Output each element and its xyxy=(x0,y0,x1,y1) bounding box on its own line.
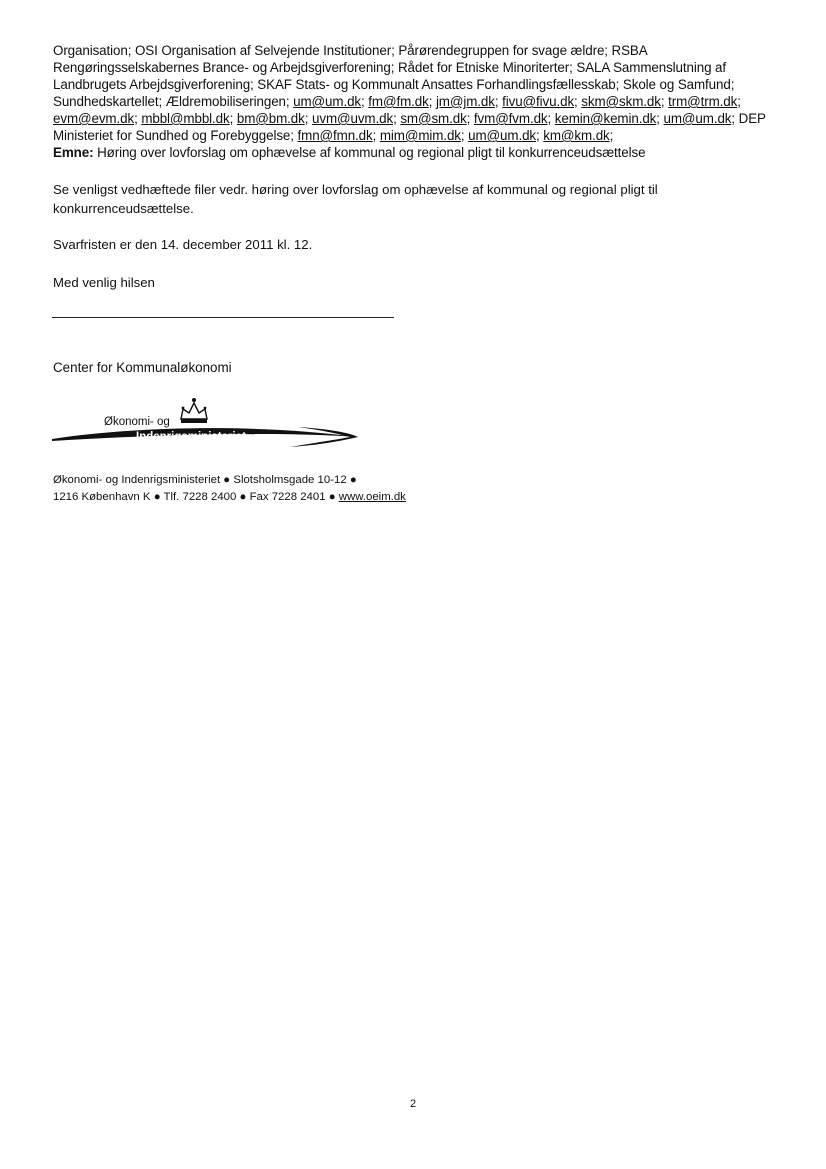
recipient-organisations: Organisation; OSI Organisation af Selvejende Institutioner; Pårørendegruppen for svage ældre; RSBA Rengøringsselskabernes Brance- og Arbejdsgiverforening; Rådet for Etniske Minoriterter; SALA Sammenslutning af Landbrugets Arbejdsgiverforening; SKAF Stats- og Kommunalt Ansattes Forhandlingsfællesskab; Skole og Samfund; Sundhedskartellet; Ældremobiliseringen; xyxy=(53,43,735,109)
body-paragraph-attachments: Se venligst vedhæftede filer vedr. høring over lovforslag om ophævelse af kommunal og regional pligt til konkurrenceudsættelse. xyxy=(53,182,658,216)
email-link[interactable]: bm@bm.dk xyxy=(236,111,305,126)
email-list-2: fmn@fmn.dk; mim@mim.dk; um@um.dk; km@km.dk; xyxy=(297,128,614,143)
email-link[interactable]: um@um.dk xyxy=(293,94,362,109)
email-list-1: um@um.dk; fm@fm.dk; jm@jm.dk; fivu@fivu.dk; skm@skm.dk; trm@trm.dk; evm@evm.dk; mbbl@mbbl.dk; bm@bm.dk; uvm@uvm.dk; sm@sm.dk; fvm@fvm.dk; kemin@kemin.dk; um@um.dk; xyxy=(53,94,741,126)
email-link[interactable]: mbbl@mbbl.dk xyxy=(141,111,230,126)
subject-label: Emne: xyxy=(53,145,94,160)
ministry-logo-graphic xyxy=(50,397,360,453)
footer-phone-fax: 1216 København K ● Tlf. 7228 2400 ● Fax 7228 2401 ● xyxy=(53,491,336,503)
crown-icon xyxy=(181,398,207,423)
footer-contact xyxy=(53,489,793,506)
logo-text-line2: Indenrigsministeriet xyxy=(136,431,246,443)
signature-line xyxy=(52,317,394,318)
sender-department: Center for Kommunaløkonomi xyxy=(53,360,232,375)
email-link[interactable]: km@km.dk xyxy=(543,128,610,143)
email-link[interactable]: fvm@fvm.dk xyxy=(473,111,548,126)
email-link[interactable]: trm@trm.dk xyxy=(668,94,738,109)
recipients-header xyxy=(53,42,793,161)
email-link[interactable]: um@um.dk xyxy=(663,111,732,126)
email-link[interactable]: sm@sm.dk xyxy=(400,111,467,126)
recipient-dep: DEP Ministeriet for Sundhed og Forebyggelse; xyxy=(53,111,766,143)
email-link[interactable]: um@um.dk xyxy=(468,128,537,143)
footer-address: Økonomi- og Indenrigsministeriet ● Slotsholmsgade 10-12 ● xyxy=(53,474,357,486)
logo-text-line1: Økonomi- og xyxy=(104,416,170,428)
ministry-logo xyxy=(50,397,360,453)
email-link[interactable]: kemin@kemin.dk xyxy=(554,111,657,126)
subject-text: Høring over lovforslag om ophævelse af kommunal og regional pligt til konkurrenceudsættelse xyxy=(97,145,646,160)
ministry-footer xyxy=(53,472,793,506)
footer-website-link[interactable]: www.oeim.dk xyxy=(338,491,406,503)
email-link[interactable]: evm@evm.dk xyxy=(53,111,135,126)
email-link[interactable]: mim@mim.dk xyxy=(379,128,461,143)
email-link[interactable]: skm@skm.dk xyxy=(581,94,661,109)
email-link[interactable]: fivu@fivu.dk xyxy=(502,94,575,109)
email-link[interactable]: jm@jm.dk xyxy=(435,94,495,109)
page-number: 2 xyxy=(409,1098,417,1110)
email-link[interactable]: fm@fm.dk xyxy=(368,94,429,109)
closing-greeting: Med venlig hilsen xyxy=(53,275,155,290)
body-paragraph-deadline: Svarfristen er den 14. december 2011 kl. 12. xyxy=(53,237,313,252)
email-link[interactable]: uvm@uvm.dk xyxy=(312,111,394,126)
email-link[interactable]: fmn@fmn.dk xyxy=(297,128,373,143)
